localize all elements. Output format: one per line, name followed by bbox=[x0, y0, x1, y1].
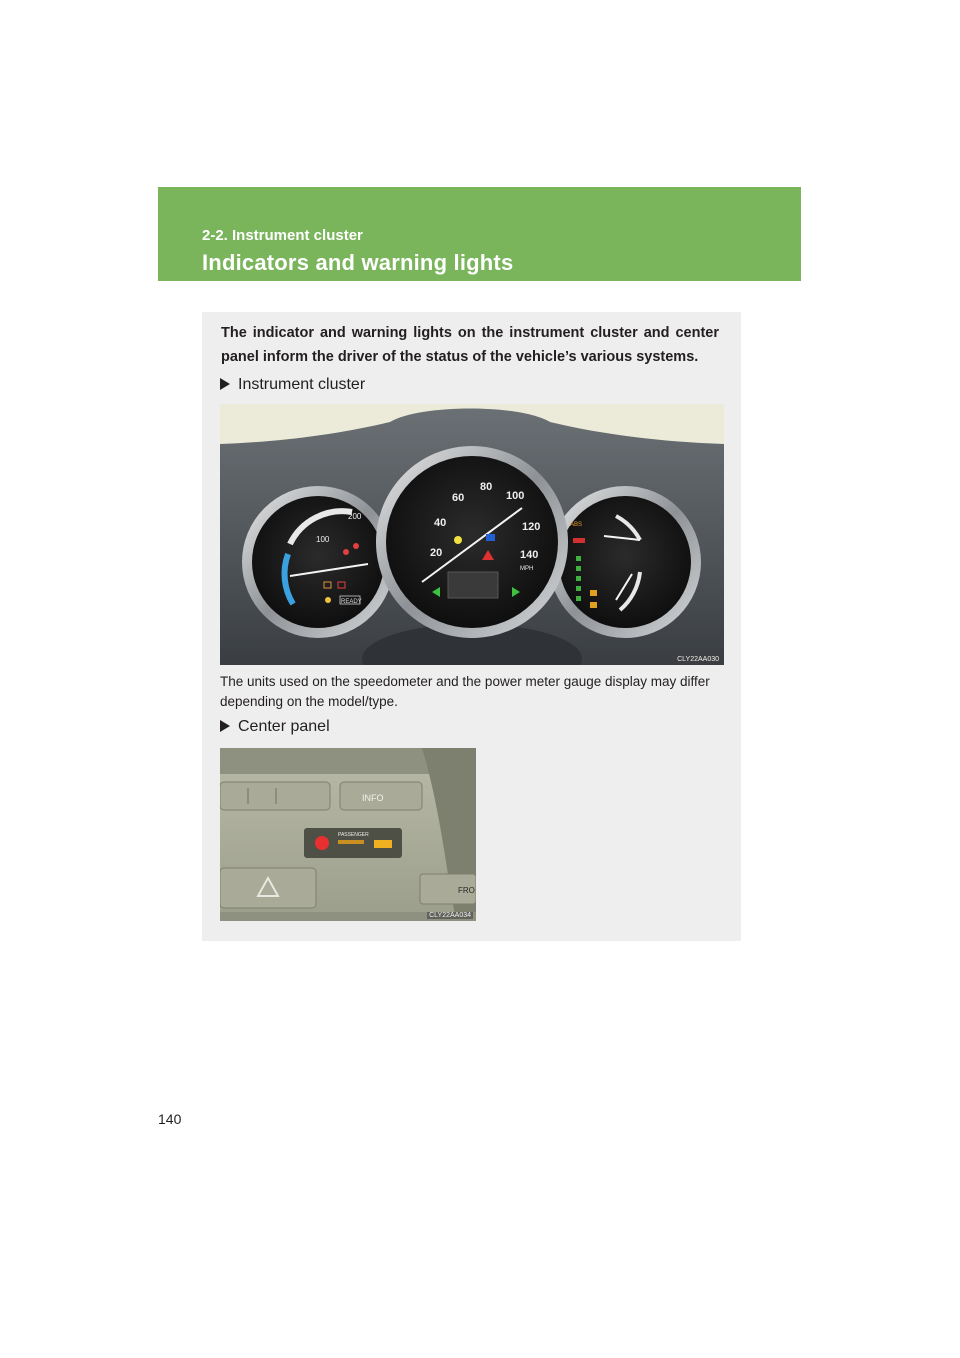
center-panel-illustration bbox=[220, 748, 476, 921]
page-number: 140 bbox=[158, 1111, 182, 1127]
info-button-label: INFO bbox=[362, 793, 384, 803]
subhead-instrument-cluster bbox=[220, 376, 365, 394]
subhead-center-panel bbox=[220, 718, 330, 736]
instrument-cluster-illustration bbox=[220, 404, 724, 665]
speedo-label-80: 80 bbox=[480, 481, 493, 493]
triangle-bullet-icon bbox=[220, 378, 230, 390]
speedo-unit: MPH bbox=[520, 566, 534, 572]
power-label-100: 100 bbox=[316, 535, 330, 544]
speedo-label-120: 120 bbox=[522, 521, 541, 533]
speedo-label-40: 40 bbox=[434, 517, 447, 529]
instrument-cluster-figure bbox=[220, 404, 724, 665]
speedo-label-20: 20 bbox=[430, 547, 443, 559]
subhead-center-panel-label: Center panel bbox=[238, 718, 330, 735]
triangle-bullet-icon bbox=[220, 720, 230, 732]
page-title: Indicators and warning lights bbox=[202, 250, 514, 275]
header-band bbox=[158, 187, 801, 281]
intro-paragraph: The indicator and warning lights on the instrument cluster and center panel inform the driver of the status of the vehicle’s various systems. bbox=[221, 325, 719, 365]
power-label-200: 200 bbox=[348, 512, 362, 521]
content-box bbox=[202, 312, 741, 941]
ready-indicator: READY bbox=[341, 599, 362, 605]
figure-code-cluster: CLY22AA030 bbox=[677, 656, 719, 663]
abs-indicator: ABS bbox=[570, 522, 583, 528]
speedo-label-60: 60 bbox=[452, 492, 465, 504]
speedo-label-100: 100 bbox=[506, 490, 525, 502]
units-note: The units used on the speedometer and the power meter gauge display may differ depending on the model/type. bbox=[220, 674, 710, 709]
subhead-instrument-cluster-label: Instrument cluster bbox=[238, 376, 366, 393]
section-label: 2-2. Instrument cluster bbox=[202, 227, 363, 244]
figure-code-center: CLY22AA034 bbox=[429, 912, 471, 919]
front-defrost-label: FRO bbox=[458, 886, 475, 895]
speedo-label-140: 140 bbox=[520, 549, 539, 561]
passenger-airbag-label: PASSENGER bbox=[338, 832, 369, 838]
center-panel-figure bbox=[220, 748, 476, 921]
